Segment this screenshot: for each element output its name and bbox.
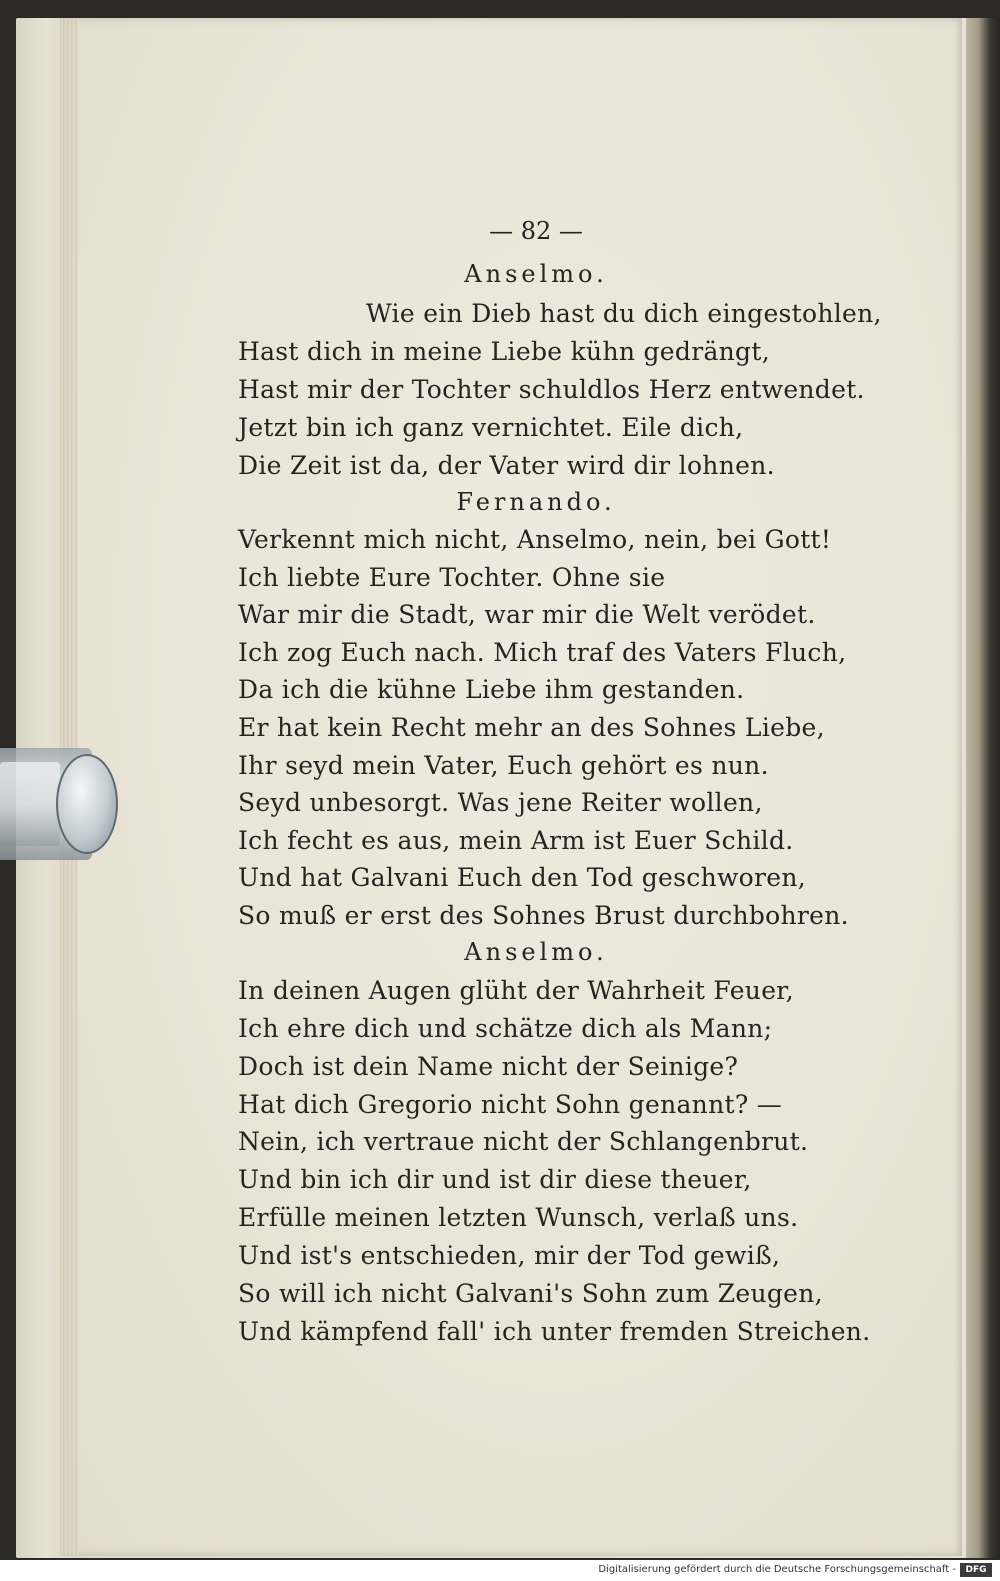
verse-line: Doch ist dein Name nicht der Seinige? [238,1052,739,1081]
page-number: — 82 — [489,217,583,245]
verse-line: Verkennt mich nicht, Anselmo, nein, bei Gott! [238,525,832,554]
verse-line: Wie ein Dieb hast du dich eingestohlen, [366,299,882,328]
verse-line: Ich zog Euch nach. Mich traf des Vaters Fluch, [238,638,847,667]
verse-line: Und bin ich dir und ist dir diese theuer, [238,1165,752,1194]
verse-line: Hast dich in meine Liebe kühn gedrängt, [238,337,770,366]
verse-line: Ich ehre dich und schätze dich als Mann; [238,1014,773,1043]
verse-line: Hast mir der Tochter schuldlos Herz entwendet. [238,375,865,404]
speaker-name: Anselmo. [464,260,608,288]
verse-line: Seyd unbesorgt. Was jene Reiter wollen, [238,788,763,817]
verse-line: So muß er erst des Sohnes Brust durchbohren. [238,901,849,930]
verse-line: Und ist's entschieden, mir der Tod gewiß, [238,1241,781,1270]
verse-line: Die Zeit ist da, der Vater wird dir lohnen. [238,451,775,480]
verse-line: Nein, ich vertraue nicht der Schlangenbrut. [238,1127,809,1156]
verse-line: So will ich nicht Galvani's Sohn zum Zeugen, [238,1279,823,1308]
verse-line: Hat dich Gregorio nicht Sohn genannt? — [238,1090,783,1119]
verse-line: Er hat kein Recht mehr an des Sohnes Liebe, [238,713,825,742]
verse-line: Ihr seyd mein Vater, Euch gehört es nun. [238,751,769,780]
footer-bar [0,1560,1000,1581]
verse-line: Und kämpfend fall' ich unter fremden Streichen. [238,1317,871,1346]
verse-line: In deinen Augen glüht der Wahrheit Feuer, [238,976,795,1005]
verse-line: Erfülle meinen letzten Wunsch, verlaß uns. [238,1203,799,1232]
verse-line: Ich liebte Eure Tochter. Ohne sie [238,563,666,592]
verse-line: Ich fecht es aus, mein Arm ist Euer Schild. [238,826,794,855]
funding-credit: Digitalisierung gefördert durch die Deutsche Forschungsgemeinschaft - [598,1564,956,1575]
speaker-name: Anselmo. [464,938,608,966]
verse-line: Da ich die kühne Liebe ihm gestanden. [238,675,745,704]
verse-line: Jetzt bin ich ganz vernichtet. Eile dich, [238,413,744,442]
verse-line: War mir die Stadt, war mir die Welt verödet. [238,600,816,629]
speaker-name: Fernando. [456,488,616,516]
verse-line: Und hat Galvani Euch den Tod geschworen, [238,863,807,892]
dfg-logo-icon: DFG [960,1563,992,1577]
